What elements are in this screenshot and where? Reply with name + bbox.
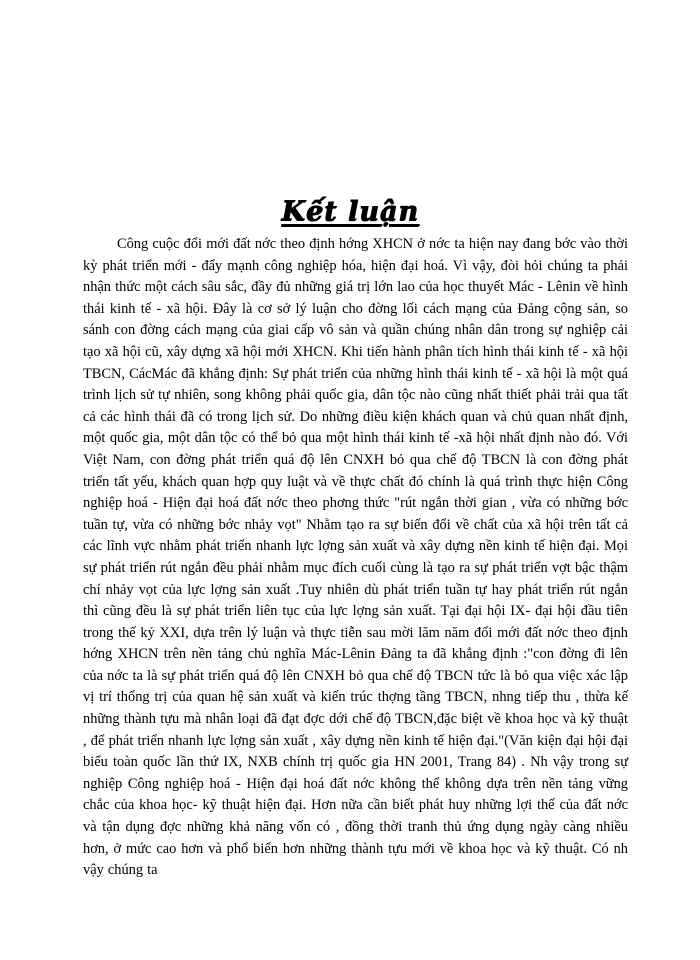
body-paragraph: Công cuộc đổi mới đất nớc theo định hớng XHCN ở nớc ta hiện nay đang bớc vào thời kỳ phát triển mới - đẩy mạnh công nghiệp hóa, hiện đại hoá. Vì vậy, đòi hỏi chúng ta phải nhận thức một cách sâu sắc, đầy đủ những giá trị lớn lao của học thuyết Mác - Lênin về hình thái kinh tế - xã hội. Đây là cơ sở lý luận cho đờng lối cách mạng của Đảng cộng sản, so sánh con đờng cách mạng của giai cấp vô sản và quần chúng nhân dân trong sự nghiệp cải tạo xã hội cũ, xây dựng xã hội mới XHCN. Khi tiến hành phân tích hình thái kinh tế - xã hội TBCN, CácMác đã khẳng định: Sự phát triển của những hình thái kinh tế - xã hội là một quá trình lịch sử tự nhiên, song không phải quốc gia, dân tộc nào cũng nhất thiết phải trải qua tất cả các hình thái đã có trong lịch sử. Do những điều kiện khách quan và chủ quan nhất định, một quốc gia, một dân tộc có thể bỏ qua một hình thái kinh tế -xã hội nhất định nào đó. Với Việt Nam, con đờng phát triển quá độ lên CNXH bỏ qua chế độ TBCN là con đờng phát triển tất yếu, khách quan hợp quy luật và về thực chất đó chính là quá trình thực hiện Công nghiệp hoá - Hiện đại hoá đất nớc theo phơng thức "rút ngắn thời gian , vừa có những bớc tuần tự, vừa có những bớc nhảy vọt" Nhằm tạo ra sự biến đổi về chất của xã hội trên tất cả các lĩnh vực nhằm phát triển nhanh lực lợng sản xuất và xây dựng nền kinh tế hiện đại. Mọi sự phát triển rút ngắn đều phải nhằm mục đích cuối cùng là tạo ra sự phát triển vợt bậc thậm chí nhảy vọt của lực lợng sản xuất .Tuy nhiên dù phát triển tuần tự hay phát triển rút ngắn thì cũng đều là sự phát triển liên tục của lực lợng sản xuất. Tại đại hội IX- đại hội đầu tiên trong thế kỷ XXI, dựa trên lý luận và thực tiễn sau mời lăm năm đổi mới đất nớc theo định hớng XHCN trên nền tảng chủ nghĩa Mác-Lênin Đảng ta đã khẳng định :"con đờng đi lên của nớc ta là sự phát triển quá độ lên CNXH bỏ qua chế độ TBCN tức là bỏ qua việc xác lập vị trí thống trị của quan hệ sản xuất và kiến trúc thợng tầng TBCN, nhng tiếp thu , thừa kế những thành tựu mà nhân loại đã đạt đợc dới chế độ TBCN,đặc biệt về khoa học và kỹ thuật , để phát triển nhanh lực lợng sản xuất , xây dựng nền kinh tế hiện đại."(Văn kiện đại hội đại biểu toàn quốc lần thứ IX, NXB chính trị quốc gia HN 2001, Trang 84) . Nh vậy trong sự nghiệp Công nghiệp hoá - Hiện đại hoá đất nớc không thể không dựa trên nền tảng vững chắc của khoa học- kỹ thuật hiện đại. Hơn nữa cần biết phát huy những lợi thế của đất nớc và tận dụng đợc những khả năng vốn có , đồng thời tranh thủ ứng dụng ngày càng nhiều hơn, ở mức cao hơn và phổ biến hơn những thành tựu mới về khoa học và kỹ thuật. Có nh vậy chúng ta <box>83 236 628 879</box>
title-container <box>0 196 700 227</box>
page-title: Kết luận <box>281 196 419 227</box>
